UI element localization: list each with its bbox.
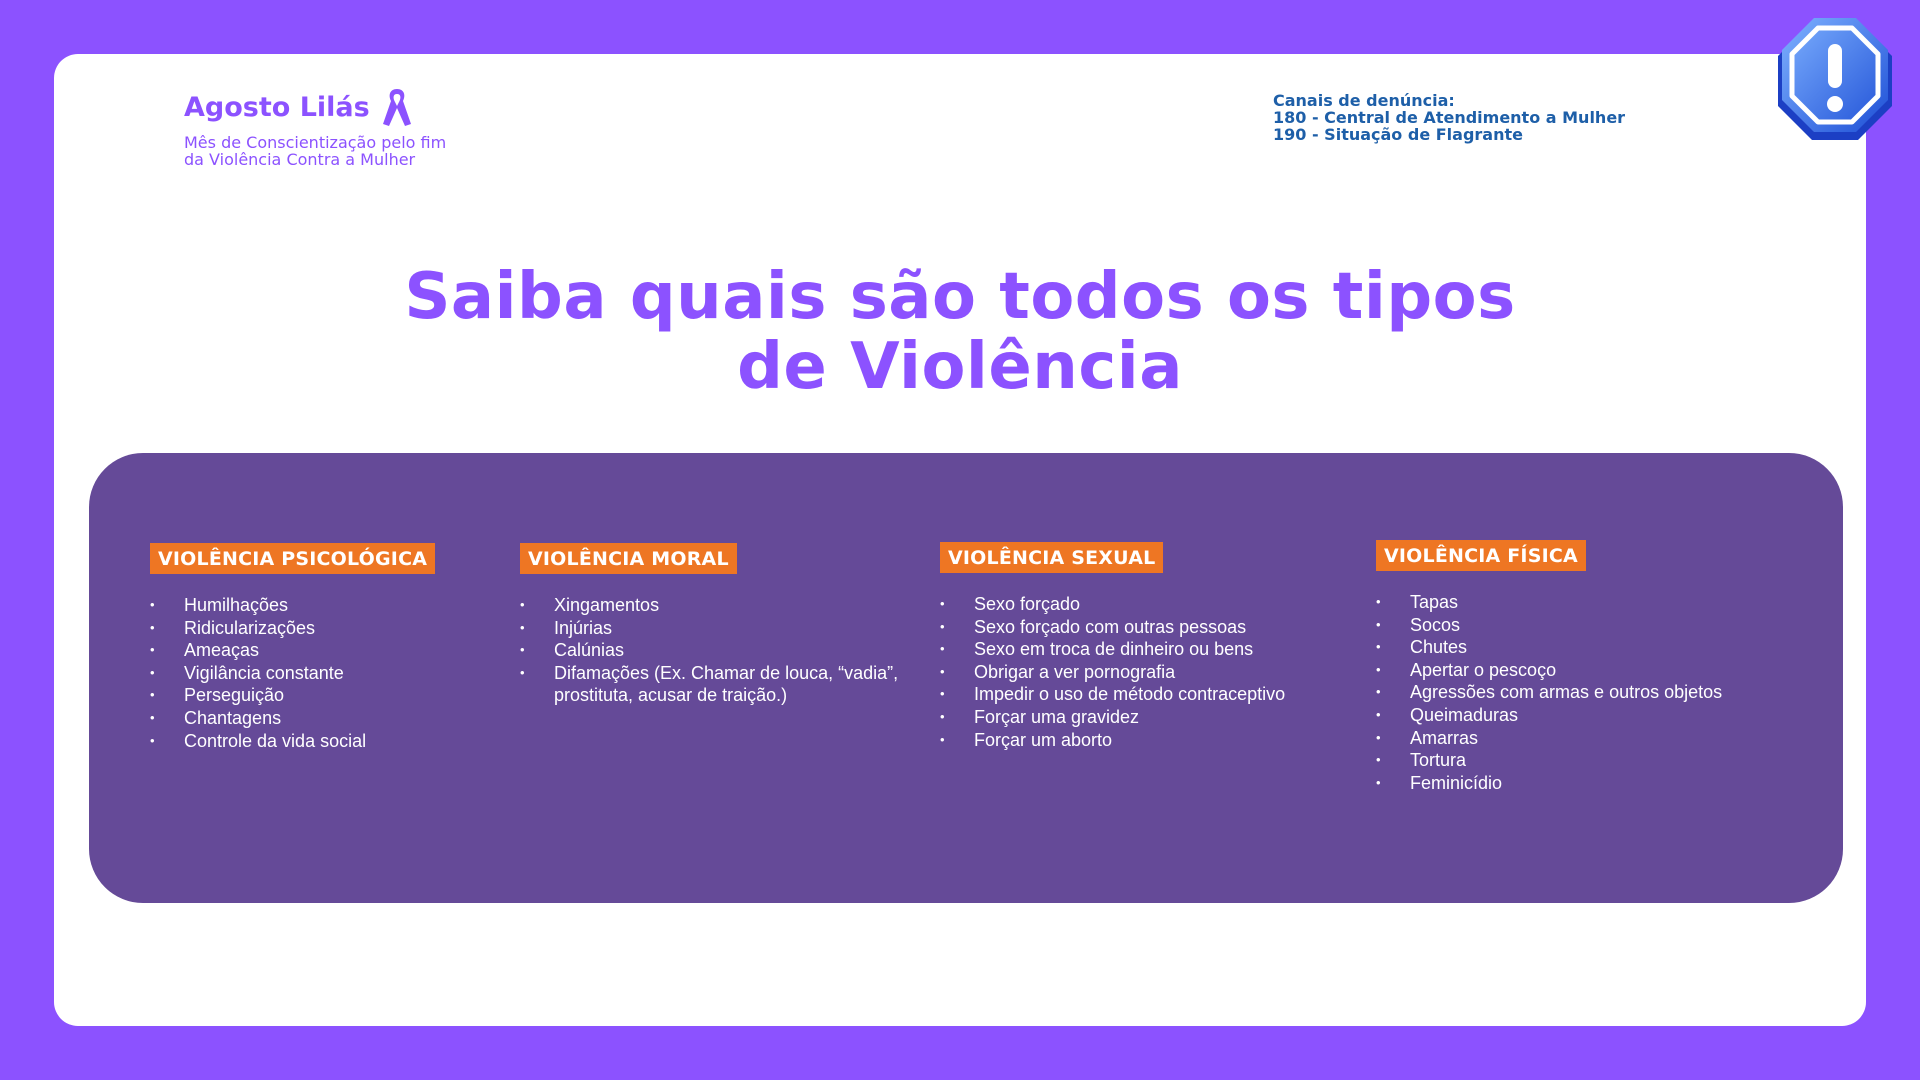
list-item: • Socos — [1376, 614, 1816, 637]
list-item: • Apertar o pescoço — [1376, 659, 1816, 682]
brand-block — [184, 86, 446, 168]
headline-line1: Saiba quais são todos os tipos — [404, 260, 1516, 334]
report-channels — [1273, 92, 1625, 143]
list-item: • Forçar uma gravidez — [940, 706, 1360, 729]
brand-title: Agosto Lilás — [184, 91, 370, 123]
brand-title-row — [184, 86, 446, 128]
list-item: • Difamações (Ex. Chamar de louca, “vadia”, prostituta, acusar de traição.) — [520, 662, 910, 707]
category-items — [940, 593, 1360, 751]
list-item: • Calúnias — [520, 639, 910, 662]
category-psychological — [150, 543, 490, 752]
category-physical — [1376, 540, 1816, 794]
alert-icon — [1772, 16, 1898, 152]
list-item: • Vigilância constante — [150, 662, 490, 685]
category-sexual — [940, 542, 1360, 751]
list-item: • Xingamentos — [520, 594, 910, 617]
category-items — [1376, 591, 1816, 794]
list-item: • Chantagens — [150, 707, 490, 730]
page-headline — [0, 262, 1920, 402]
list-item: • Ameaças — [150, 639, 490, 662]
list-item: • Agressões com armas e outros objetos — [1376, 681, 1816, 704]
category-title: VIOLÊNCIA MORAL — [520, 543, 737, 574]
list-item: • Tortura — [1376, 749, 1816, 772]
brand-subtitle-line1: Mês de Conscientização pelo fim — [184, 133, 447, 152]
category-moral — [520, 543, 910, 707]
list-item: • Tapas — [1376, 591, 1816, 614]
list-item: • Forçar um aborto — [940, 729, 1360, 752]
list-item: • Impedir o uso de método contraceptivo — [940, 683, 1360, 706]
list-item: • Controle da vida social — [150, 730, 490, 753]
list-item: • Ridicularizações — [150, 617, 490, 640]
violence-types-panel — [89, 453, 1843, 903]
list-item: • Chutes — [1376, 636, 1816, 659]
list-item: • Obrigar a ver pornografia — [940, 661, 1360, 684]
list-item: • Sexo forçado com outras pessoas — [940, 616, 1360, 639]
list-item: • Humilhações — [150, 594, 490, 617]
category-title: VIOLÊNCIA PSICOLÓGICA — [150, 543, 435, 574]
category-title: VIOLÊNCIA FÍSICA — [1376, 540, 1586, 571]
list-item: • Queimaduras — [1376, 704, 1816, 727]
channel-180: 180 - Central de Atendimento a Mulher — [1273, 108, 1626, 127]
category-title: VIOLÊNCIA SEXUAL — [940, 542, 1163, 573]
category-items — [150, 594, 490, 752]
channel-190: 190 - Situação de Flagrante — [1273, 125, 1523, 144]
list-item: • Perseguição — [150, 684, 490, 707]
channels-heading: Canais de denúncia: — [1273, 91, 1455, 110]
brand-subtitle — [184, 134, 446, 168]
list-item: • Sexo forçado — [940, 593, 1360, 616]
list-item: • Amarras — [1376, 727, 1816, 750]
list-item: • Sexo em troca de dinheiro ou bens — [940, 638, 1360, 661]
ribbon-icon — [380, 86, 414, 128]
brand-subtitle-line2: da Violência Contra a Mulher — [184, 150, 416, 169]
category-items — [520, 594, 910, 707]
list-item: • Injúrias — [520, 617, 910, 640]
headline-line2: de Violência — [737, 330, 1183, 404]
list-item: • Feminicídio — [1376, 772, 1816, 795]
